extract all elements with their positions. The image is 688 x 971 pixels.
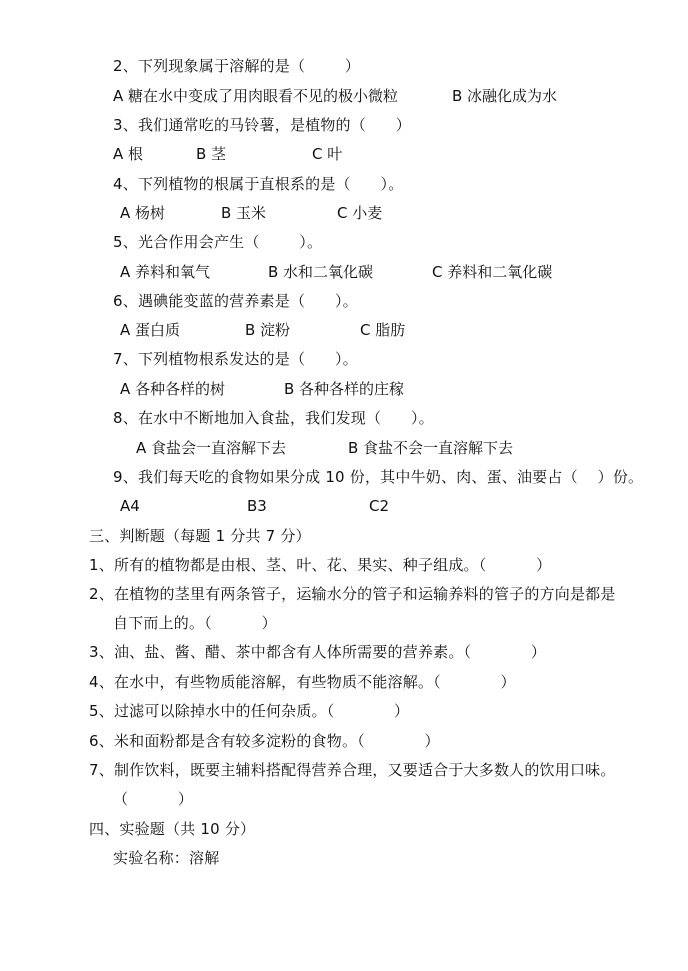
- question-5-option-a: A 养料和氧气: [120, 263, 211, 281]
- question-7-option-a: A 各种各样的树: [120, 380, 226, 398]
- question-8-stem: 8、在水中不断地加入食盐，我们发现（ ）。: [113, 409, 434, 427]
- question-3-option-a: A 根: [113, 145, 144, 163]
- question-6-option-b: B 淀粉: [245, 321, 291, 339]
- judgement-item-2: 2、在植物的茎里有两条管子，运输水分的管子和运输养料的管子的方向是都是: [89, 585, 616, 603]
- question-9-option-a: A4: [120, 497, 140, 515]
- judgement-item-7: 7、制作饮料，既要主辅料搭配得营养合理，又要适合于大多数人的饮用口味。: [89, 761, 616, 779]
- question-4-option-c: C 小麦: [337, 204, 383, 222]
- question-5-option-b: B 水和二氧化碳: [268, 263, 374, 281]
- judgement-item-4: 4、在水中，有些物质能溶解，有些物质不能溶解。（ ）: [89, 673, 516, 691]
- judgement-item-1: 1、所有的植物都是由根、茎、叶、花、果实、种子组成。（ ）: [89, 556, 552, 574]
- experiment-name: 实验名称：溶解: [113, 849, 220, 867]
- question-8-option-a: A 食盐会一直溶解下去: [136, 439, 287, 457]
- question-3-stem: 3、我们通常吃的马铃薯，是植物的（ ）: [113, 116, 411, 134]
- question-4-option-b: B 玉米: [221, 204, 267, 222]
- question-9-option-b: B3: [247, 497, 267, 515]
- question-2-stem: 2、下列现象属于溶解的是（ ）: [113, 57, 361, 75]
- question-9-option-c: C2: [369, 497, 390, 515]
- judgement-item-6: 6、米和面粉都是含有较多淀粉的食物。（ ）: [89, 732, 440, 750]
- question-5-option-c: C 养料和二氧化碳: [432, 263, 553, 281]
- question-4-stem: 4、下列植物的根属于直根系的是（ ）。: [113, 175, 404, 193]
- question-9-stem: 9、我们每天吃的食物如果分成 10 份，其中牛奶、肉、蛋、油要占（ ）份。: [113, 468, 644, 486]
- question-4-option-a: A 杨树: [120, 204, 166, 222]
- question-8-option-b: B 食盐不会一直溶解下去: [348, 439, 514, 457]
- section-3-heading: 三、判断题（每题 1 分共 7 分）: [89, 527, 311, 545]
- question-3-option-b: B 茎: [196, 145, 227, 163]
- question-6-stem: 6、遇碘能变蓝的营养素是（ ）。: [113, 292, 358, 310]
- question-3-option-c: C 叶: [312, 145, 343, 163]
- question-7-stem: 7、下列植物根系发达的是（ ）。: [113, 350, 358, 368]
- question-5-stem: 5、光合作用会产生（ ）。: [113, 233, 323, 251]
- judgement-item-7-continued: （ ）: [113, 790, 194, 808]
- judgement-item-2-continued: 自下而上的。（ ）: [113, 614, 277, 632]
- question-2-option-a: A 糖在水中变成了用肉眼看不见的极小微粒: [113, 87, 399, 105]
- judgement-item-3: 3、油、盐、酱、醋、茶中都含有人体所需要的营养素。（ ）: [89, 643, 547, 661]
- question-6-option-c: C 脂肪: [360, 321, 406, 339]
- judgement-item-5: 5、过滤可以除掉水中的任何杂质。（ ）: [89, 702, 410, 720]
- question-7-option-b: B 各种各样的庄稼: [284, 380, 405, 398]
- question-2-option-b: B 冰融化成为水: [452, 87, 558, 105]
- section-4-heading: 四、实验题（共 10 分）: [89, 820, 256, 838]
- question-6-option-a: A 蛋白质: [120, 321, 181, 339]
